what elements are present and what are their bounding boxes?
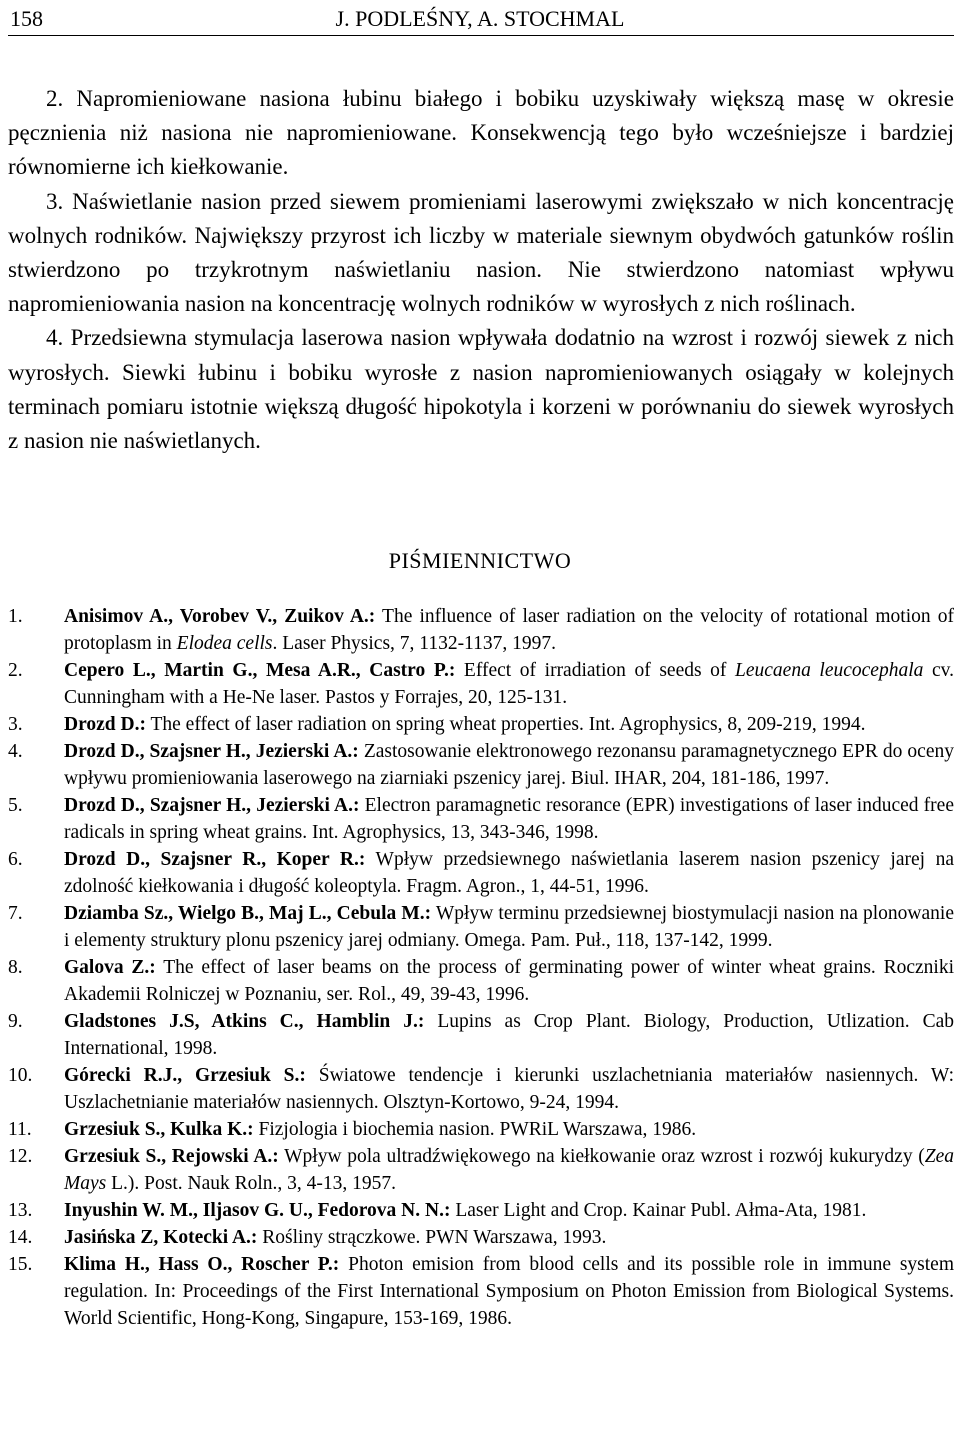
reference-number: 6. [8, 849, 23, 870]
reference-text: Światowe tendencje i kierunki uszlachetniania materiałów nasiennych. W: Uszlachetnianie materiałów nasiennych. Olsztyn-Kortowo, 9-24, 1994. [64, 1065, 954, 1113]
references-list [8, 603, 954, 1332]
reference-authors: Jasińska Z, Kotecki A.: [64, 1227, 258, 1248]
reference-item [8, 846, 954, 900]
page-number: 158 [10, 6, 43, 31]
reference-text: Wpływ terminu przedsiewnej biostymulacji nasion na plonowanie i elementy struktury plonu pszenicy jarej odmiany. Omega. Pam. Puł., 118, 137-142, 1999. [64, 903, 954, 951]
reference-text: . Laser Physics, 7, 1132-1137, 1997. [272, 633, 556, 654]
reference-text: Wpływ pola ultradźwiękowego na kiełkowanie oraz wzrost i rozwój kukurydzy ( [278, 1146, 925, 1167]
reference-text: Photon emision from blood cells and its possible role in immune system regulation. In: Proceedings of the First International Symposium on Photon Emission from Biological Systems. World Scientific, Hong-Kong, Singapure, 153-169, 1986. [64, 1254, 955, 1329]
references-heading: PIŚMIENNICTWO [388, 548, 572, 573]
reference-text: Laser Light and Crop. Kainar Publ. Ałma-Ata, 1981. [450, 1200, 867, 1221]
reference-authors: Grzesiuk S., Rejowski A.: [64, 1146, 279, 1167]
conclusions-text [8, 82, 954, 458]
reference-text: Wpływ przedsiewnego naświetlania laserem nasion pszenicy jarej na zdolność kiełkowania i długość koleoptyla. Fragm. Agron., 1, 44-51, 1996. [64, 849, 954, 897]
reference-authors: Cepero L., Martin G., Mesa A.R., Castro P.: [64, 660, 456, 681]
reference-item [8, 711, 954, 738]
reference-item [8, 954, 954, 1008]
reference-authors: Dziamba Sz., Wielgo B., Maj L., Cebula M.: [64, 903, 432, 924]
reference-item [8, 1197, 954, 1224]
reference-number: 3. [8, 714, 23, 735]
reference-item [8, 1251, 954, 1332]
reference-number: 13. [8, 1200, 33, 1221]
reference-item [8, 792, 954, 846]
reference-number: 14. [8, 1227, 33, 1248]
running-head: J. PODLEŚNY, A. STOCHMAL [335, 6, 625, 31]
reference-authors: Drozd D., Szajsner H., Jezierski A.: [64, 741, 359, 762]
reference-authors: Gladstones J.S, Atkins C., Hamblin J.: [64, 1011, 425, 1032]
reference-item [8, 1062, 954, 1116]
reference-number: 2. [8, 660, 23, 681]
reference-number: 15. [8, 1254, 33, 1275]
page-header [10, 5, 950, 33]
reference-italic: Elodea cells [176, 633, 273, 654]
reference-item [8, 1008, 954, 1062]
reference-item [8, 738, 954, 792]
reference-item [8, 1224, 954, 1251]
reference-authors: Klima H., Hass O., Roscher P.: [64, 1254, 340, 1275]
conclusion-paragraph: 3. Naświetlanie nasion przed siewem promieniami laserowymi zwiększało w nich koncentrację wolnych rodników. Największy przyrost ich liczby w materiale siewnym obydwóch gatunków roślin stwierdzono po trzykrotnym naświetlaniu nasion. Nie stwierdzono natomiast wpływu napromieniowania nasion na koncentrację wolnych rodników w wyrosłych z nich roślinach. [8, 188, 954, 317]
reference-text: Rośliny strączkowe. PWN Warszawa, 1993. [257, 1227, 607, 1248]
reference-authors: Drozd D., Szajsner R., Koper R.: [64, 849, 366, 870]
reference-text: Fizjologia i biochemia nasion. PWRiL Warszawa, 1986. [253, 1119, 697, 1140]
reference-text: L.). Post. Nauk Roln., 3, 4-13, 1957. [106, 1173, 397, 1194]
reference-text: The effect of laser beams on the process of germinating power of winter wheat grains. Roczniki Akademii Rolniczej w Poznaniu, ser. Rol., 49, 39-43, 1996. [64, 957, 954, 1005]
reference-text: Electron paramagnetic resorance (EPR) investigations of laser induced free radicals in spring wheat grains. Int. Agrophysics, 13, 343-346, 1998. [64, 795, 954, 843]
reference-number: 5. [8, 795, 23, 816]
reference-number: 9. [8, 1011, 23, 1032]
reference-text: cv. Cunningham with a He-Ne laser. Pastos y Forrajes, 20, 125-131. [64, 660, 955, 708]
reference-authors: Drozd D., Szajsner H., Jezierski A.: [64, 795, 360, 816]
reference-number: 1. [8, 606, 23, 627]
reference-number: 4. [8, 741, 23, 762]
reference-authors: Górecki R.J., Grzesiuk S.: [64, 1065, 306, 1086]
reference-authors: Drozd D.: [64, 714, 146, 735]
header-rule [8, 35, 954, 36]
reference-item [8, 657, 954, 711]
reference-italic: Leucaena leucocephala [735, 660, 924, 681]
reference-number: 11. [8, 1119, 32, 1140]
reference-authors: Inyushin W. M., Iljasov G. U., Fedorova N. N.: [64, 1200, 451, 1221]
reference-item [8, 603, 954, 657]
reference-item [8, 900, 954, 954]
reference-number: 8. [8, 957, 23, 978]
reference-text: Effect of irradiation of seeds of [455, 660, 736, 681]
reference-authors: Galova Z.: [64, 957, 156, 978]
conclusion-paragraph: 2. Napromieniowane nasiona łubinu białego i bobiku uzyskiwały większą masę w okresie pęcznienia niż nasiona nie napromieniowane. Konsekwencją tego było wcześniejsze i bardziej równomierne ich kiełkowanie. [8, 86, 954, 180]
reference-authors: Anisimov A., Vorobev V., Zuikov A.: [64, 606, 376, 627]
reference-text: The effect of laser radiation on spring wheat properties. Int. Agrophysics, 8, 209-219, 1994. [145, 714, 866, 735]
reference-text: The influence of laser radiation on the velocity of rotational motion of protoplasm in [64, 606, 954, 654]
reference-text: Lupins as Crop Plant. Biology, Production, Utlization. Cab International, 1998. [64, 1011, 955, 1059]
reference-number: 10. [8, 1065, 33, 1086]
reference-item [8, 1143, 954, 1197]
reference-text: Zastosowanie elektronowego rezonansu paramagnetycznego EPR do oceny wpływu promieniowania laserowego na ziarniaki pszenicy jarej. Biul. IHAR, 204, 181-186, 1997. [64, 741, 954, 789]
reference-number: 12. [8, 1146, 33, 1167]
reference-number: 7. [8, 903, 23, 924]
conclusion-paragraph: 4. Przedsiewna stymulacja laserowa nasion wpływała dodatnio na wzrost i rozwój siewek z nich wyrosłych. Siewki łubinu i bobiku wyrosłe z nasion napromieniowanych osiągały w kolejnych terminach pomiaru istotnie większą długość hipokotyla i korzeni w porównaniu do siewek wyrosłych z nasion nie naświetlanych. [8, 325, 954, 454]
reference-authors: Grzesiuk S., Kulka K.: [64, 1119, 254, 1140]
reference-italic: Zea Mays [64, 1146, 954, 1194]
reference-item [8, 1116, 954, 1143]
